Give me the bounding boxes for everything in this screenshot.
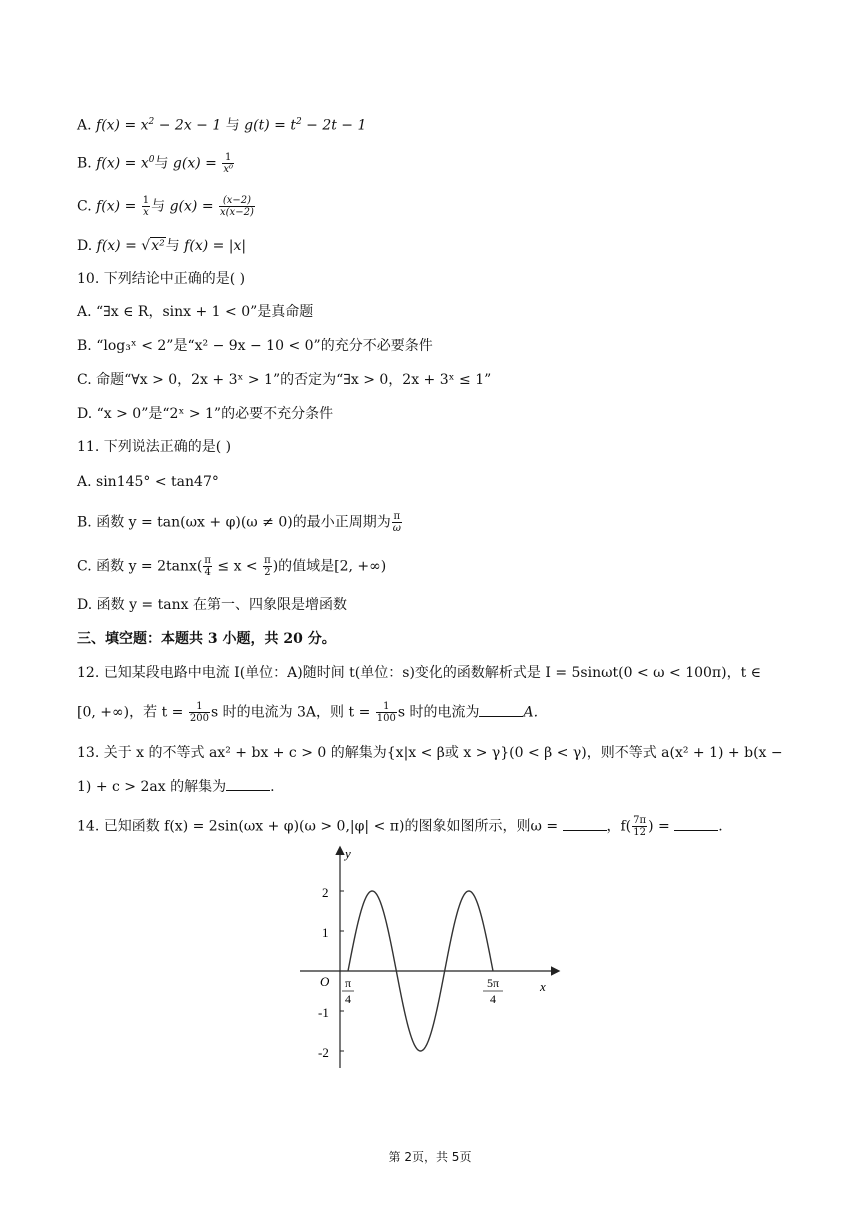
q11-option-d: D. 函数 y = tanx 在第一、四象限是增函数 [77, 597, 347, 613]
q11-stem: 11. 下列说法正确的是( ) [77, 439, 232, 455]
q9-option-d: D. f(x) = √x²与 f(x) = |x| [77, 238, 247, 254]
fraction: $\frac{7\pi}{12}$ [633, 815, 647, 838]
page-footer: 第 2页，共 5页 [388, 1150, 472, 1164]
y-tick-label: -2 [318, 1045, 329, 1060]
q11-option-c: C. 函数 y = 2tanx( $\frac{\pi}{4}$ ≤ x < $\frac{\pi}{2}$ )的值域是[2, +∞) [77, 555, 387, 578]
fraction: $\frac{(x-2)}{x(x-2)}$ [220, 195, 254, 218]
q9-option-a: A. $f(x) = x^2 - 2x - 1$ 与 $g(t) = t^2 - 2t - 1$ [77, 117, 367, 134]
q12-line2: [0, +∞)，若 t = $\frac{1}{200}$ s 时的电流为 3A，则 t = $\frac{1}{100}$ s 时的电流为 A. [77, 701, 539, 724]
y-axis-label: y [345, 846, 351, 861]
y-tick-label: 1 [322, 925, 329, 940]
y-tick-label: -1 [318, 1005, 329, 1020]
q9-option-b: B. $f(x) = x^0$与 g(x) = $\frac{1}{\text{x⁰}}$ [77, 152, 233, 176]
svg-text:4: 4 [345, 992, 351, 1006]
y-tick-label: 2 [322, 885, 329, 900]
q10-option-c: C. 命题“∀x > 0，2x + 3ˣ > 1”的否定为“∃x > 0，2x + 3ˣ ≤ 1” [77, 372, 492, 388]
answer-blank [674, 816, 718, 831]
q13-line2: 1) + c > 2ax 的解集为 . [77, 776, 275, 797]
fraction: $\frac{1}{200}$ [189, 701, 209, 724]
q11-option-b: B. 函数 y = tan(ωx + φ)(ω ≠ 0)的最小正周期为 $\frac{\pi}{\omega}$ [77, 511, 401, 534]
fraction: $\frac{\pi}{\omega}$ [392, 511, 401, 534]
sine-graph [290, 840, 590, 1080]
q10-option-d: D. “x > 0”是“2ˣ > 1”的必要不充分条件 [77, 406, 334, 422]
fraction: $\frac{1}{100}$ [376, 701, 396, 724]
answer-blank [226, 776, 270, 791]
answer-blank [563, 816, 607, 831]
q10-stem: 10. 下列结论中正确的是( ) [77, 271, 246, 287]
origin-label: O [320, 974, 330, 989]
svg-text:π: π [344, 976, 352, 990]
x-axis-label: x [540, 979, 546, 994]
x-tick-label [483, 976, 503, 1006]
q11-option-a: A. sin145° < tan47° [77, 474, 219, 490]
svg-text:5π: 5π [486, 976, 500, 990]
q10-option-b: B. “log₃ˣ < 2”是“x² − 9x − 10 < 0”的充分不必要条件 [77, 338, 433, 354]
q14-stem: 14. 已知函数 f(x) = 2sin(ωx + φ)(ω > 0,|φ| < π)的图象如图所示，则ω = ，f( $\frac{7\pi}{12}$ ) = . [77, 815, 723, 838]
q13-line1: 13. 关于 x 的不等式 ax² + bx + c > 0 的解集为{x|x < β或 x > γ}(0 < β < γ)，则不等式 a(x² + 1) + b(x − [77, 745, 783, 761]
fraction: $\frac{1}{x}$ [142, 195, 150, 218]
answer-blank [479, 702, 523, 717]
q12-line1: 12. 已知某段电路中电流 I(单位：A)随时间 t(单位：s)变化的函数解析式是 I = 5sinωt(0 < ω < 100π)，t ∈ [77, 665, 762, 681]
x-tick-label [342, 976, 354, 1006]
svg-text:4: 4 [490, 992, 496, 1006]
fraction: $\frac{\pi}{2}$ [264, 555, 271, 578]
q10-option-a: A. “∃x ∈ R，sinx + 1 < 0”是真命题 [77, 304, 314, 320]
section-heading: 三、填空题：本题共 3 小题，共 20 分。 [77, 631, 336, 647]
fraction: $\frac{\pi}{4}$ [204, 555, 211, 578]
fraction: $\frac{1}{\text{x⁰}}$ [223, 152, 233, 176]
q9-option-c: C. f(x) = $\frac{1}{x}$ 与 g(x) = $\frac{(x-2)}{x(x-2)}$ [77, 195, 254, 218]
